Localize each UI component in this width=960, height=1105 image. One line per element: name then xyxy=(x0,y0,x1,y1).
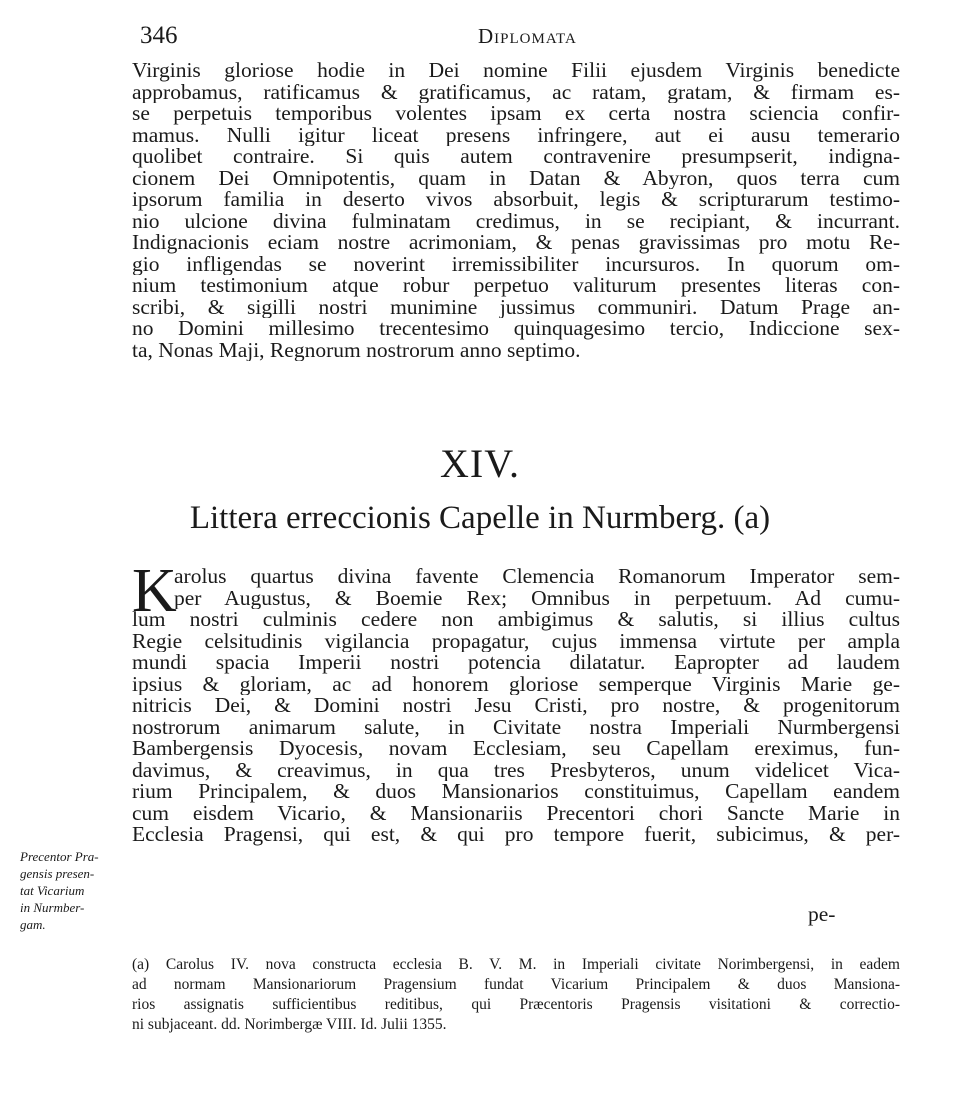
text-line: Ecclesia Pragensi, qui est, & qui pro tempore fuerit, subicimus, & per- xyxy=(132,824,900,846)
margin-note-line: Precentor Pra- xyxy=(20,849,99,864)
text-line: mamus. Nulli igitur liceat presens infringere, aut ei ausu temerario xyxy=(132,124,900,146)
text-line: nostrorum animarum salute, in Civitate nostra Imperiali Nurmbergensi xyxy=(132,716,900,738)
text-line: per Augustus, & Boemie Rex; Omnibus in perpetuum. Ad cumu- xyxy=(174,587,900,609)
section-title: Littera erreccionis Capelle in Nurmberg. (a) xyxy=(189,500,771,536)
margin-note-line: gensis presen- xyxy=(20,866,95,881)
text-line: se perpetuis temporibus volentes ipsam ex certa nostra sciencia confir- xyxy=(132,103,900,125)
text-line: nitricis Dei, & Domini nostri Jesu Cristi, pro nostre, & progenitorum xyxy=(132,695,900,717)
section-number: XIV. xyxy=(440,441,520,486)
footnote-line: ad normam Mansionariorum Pragensium fundat Vicarium Principalem & duos Mansiona- xyxy=(132,976,900,993)
page-header xyxy=(0,20,960,56)
text-line: quolibet contraire. Si quis autem contravenire presumpserit, indigna- xyxy=(132,146,900,168)
text-line: cum eisdem Vicario, & Mansionariis Precentori chori Sancte Marie in xyxy=(132,802,900,824)
text-line: ipsius & gloriam, ac ad honorem gloriose semperque Virginis Marie ge- xyxy=(132,673,900,695)
margin-note-line: in Nurmber- xyxy=(20,900,85,915)
margin-note-line: tat Vicarium xyxy=(20,883,85,898)
footnote-line: (a) Carolus IV. nova constructa ecclesia B. V. M. in Imperiali civitate Norimbergensi, in eadem xyxy=(132,956,900,973)
charter-text xyxy=(132,557,900,846)
text-line: scribi, & sigilli nostri munimine jussimus communiri. Datum Prage an- xyxy=(132,296,900,318)
margin-note-line: gam. xyxy=(20,917,46,932)
text-line: Bambergensis Dyocesis, novam Ecclesiam, seu Capellam ereximus, fun- xyxy=(132,738,900,760)
footnote-line: rios assignatis sufficientibus reditibus, qui Præcentoris Pragensis visitationi & correctio- xyxy=(132,996,900,1013)
text-line: Indignacionis eciam nostre acrimoniam, & penas gravissimas pro motu Re- xyxy=(132,232,900,254)
page-number: 346 xyxy=(140,22,178,49)
preceding-charter-text xyxy=(132,60,900,361)
text-line: nium testimonium atque robur perpetuo valiturum presentes literas con- xyxy=(132,275,900,297)
text-line: gio infligendas se noverint irremissibiliter incursuros. In quorum om- xyxy=(132,253,900,275)
drop-cap: K xyxy=(132,557,177,625)
text-line: Regie celsitudinis vigilancia propagatur, cujus immensa virtute per ampla xyxy=(132,630,900,652)
text-line: ipsorum familia in deserto vivos absorbuit, legis & scripturarum testimo- xyxy=(132,189,900,211)
margin-note xyxy=(20,848,135,933)
text-line: mundi spacia Imperii nostri potencia dilatatur. Eapropter ad laudem xyxy=(132,652,900,674)
text-line: ta, Nonas Maji, Regnorum nostrorum anno septimo. xyxy=(132,339,581,361)
text-line: cionem Dei Omnipotentis, quam in Datan & Abyron, quos terra cum xyxy=(132,167,900,189)
text-line: approbamus, ratificamus & gratificamus, ac ratam, gratam, & firmam es- xyxy=(132,81,900,103)
footnote xyxy=(132,955,900,1035)
catchword: pe- xyxy=(808,902,836,926)
running-title: Diplomata xyxy=(478,24,577,48)
text-line: nio ulcione divina fulminatam credimus, in se recipiant, & incurrant. xyxy=(132,210,900,232)
text-line: Virginis gloriose hodie in Dei nomine Filii ejusdem Virginis benedicte xyxy=(132,60,900,82)
text-line: rium Principalem, & duos Mansionarios constituimus, Capellam eandem xyxy=(132,781,900,803)
footnote-line: ni subjaceant. dd. Norimbergæ VIII. Id. Julii 1355. xyxy=(132,1016,447,1033)
text-line: no Domini millesimo trecentesimo quinquagesimo tercio, Indiccione sex- xyxy=(132,318,900,340)
text-line: davimus, & creavimus, in qua tres Presbyteros, unum videlicet Vica- xyxy=(132,759,900,781)
text-line: arolus quartus divina favente Clemencia Romanorum Imperator sem- xyxy=(174,566,900,588)
text-line: lum nostri culminis cedere non ambigimus & salutis, si illius cultus xyxy=(132,609,900,631)
